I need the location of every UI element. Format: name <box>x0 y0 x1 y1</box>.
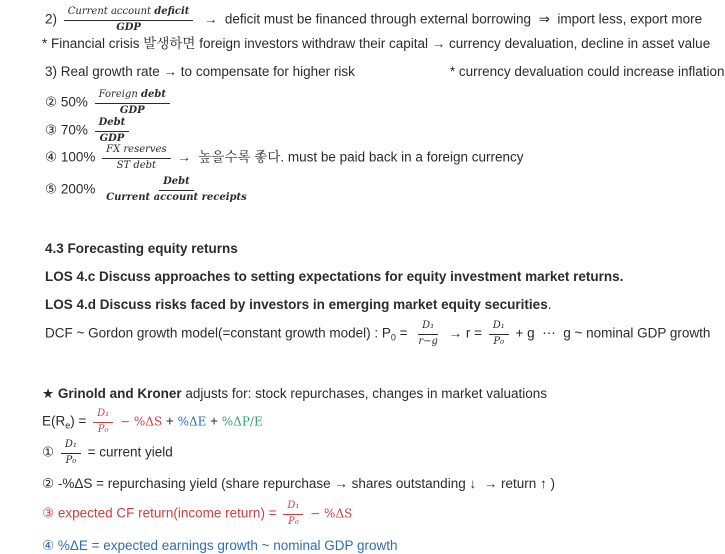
text-segment: − %ΔS <box>306 506 353 521</box>
text-segment: DCF ~ Gordon growth model(=constant growth model) : P <box>45 325 391 341</box>
fraction <box>64 6 194 34</box>
text-segment: − %ΔS <box>116 414 163 429</box>
text-segment: P₀ <box>65 454 77 466</box>
text-segment: D₁ <box>287 500 300 511</box>
text-segment: ④ 100% <box>45 149 100 165</box>
fraction-denominator <box>116 104 149 118</box>
text-segment: %ΔE <box>177 414 207 429</box>
fraction <box>102 176 251 204</box>
fraction <box>414 320 442 348</box>
fraction-denominator <box>94 423 113 437</box>
text-segment: E(R <box>42 413 66 429</box>
text-segment: FX reserves <box>106 144 167 155</box>
line-ratio-fx-reserves <box>45 144 523 172</box>
line-grinold-kroner <box>42 386 547 402</box>
text-segment: ③ expected CF return(income return) = <box>42 505 281 521</box>
text-segment: ① <box>42 444 58 460</box>
text-segment: ST debt <box>116 159 157 171</box>
text-segment: LOS 4.c Discuss approaches to setting expectations for equity investment market returns. <box>45 268 624 284</box>
fraction-denominator <box>284 515 303 529</box>
fraction-numerator <box>95 117 130 132</box>
line-los-4d <box>45 297 551 313</box>
text-segment: Foreign <box>98 89 141 100</box>
fraction-denominator <box>113 159 160 173</box>
line-current-yield <box>42 439 173 467</box>
text-segment: . <box>547 296 552 312</box>
text-segment: Grinold and Kroner <box>57 385 182 401</box>
line-real-growth-rate <box>45 64 725 80</box>
text-segment: D₁ <box>64 439 77 450</box>
text-segment: → 높을수록 좋다. must be paid back in a foreign currency <box>173 149 524 165</box>
text-segment: %ΔP/E <box>221 414 263 429</box>
fraction-numerator <box>159 176 194 191</box>
fraction-denominator <box>102 191 251 205</box>
fraction-denominator <box>489 335 508 349</box>
text-segment: 3) Real growth rate → to compensate for higher risk <box>45 63 355 79</box>
fraction <box>489 320 509 348</box>
text-segment: 4.3 Forecasting equity returns <box>45 240 238 256</box>
text-segment: ② -%ΔS = repurchasing yield (share repurchase → shares outstanding ↓ → return ↑ ) <box>42 475 555 491</box>
line-clipped-bottom <box>42 538 398 554</box>
heading-forecasting-equity-returns <box>45 241 238 257</box>
text-segment: D₁ <box>422 320 435 331</box>
text-segment: P₀ <box>493 335 505 347</box>
text-segment: Current account <box>67 6 155 17</box>
text-segment: = current yield <box>83 444 173 460</box>
line-los-4c <box>45 269 623 285</box>
text-segment: Debt <box>163 176 190 187</box>
fraction <box>95 89 170 117</box>
text-segment: LOS 4.d Discuss risks faced by investors in emerging market equity securities <box>45 296 548 312</box>
text-segment: Debt <box>98 117 126 128</box>
text-segment: + <box>206 413 222 429</box>
text-segment: ) = <box>70 413 91 429</box>
line-financial-crisis-note <box>42 36 710 52</box>
fraction-numerator <box>102 144 170 159</box>
text-segment: 0 <box>390 332 396 343</box>
text-segment: 2) <box>45 11 61 27</box>
text-segment: deficit <box>154 6 190 17</box>
fraction-numerator <box>93 408 113 423</box>
fraction-denominator <box>112 21 145 35</box>
text-segment: r−g <box>418 335 438 347</box>
text-segment: D₁ <box>97 408 110 419</box>
text-segment: = <box>395 325 412 341</box>
text-segment: → r = <box>444 325 486 341</box>
text-segment: + g ⋯ g ~ nominal GDP growth <box>511 325 711 341</box>
fraction-numerator <box>95 89 170 104</box>
line-ratio-debt-gdp <box>45 117 132 145</box>
fraction-denominator <box>96 132 129 146</box>
text-segment: GDP <box>119 104 145 116</box>
text-segment: D₁ <box>492 320 505 331</box>
line-ratio-foreign-debt-gdp <box>45 89 173 117</box>
line-ratio-debt-receipts <box>45 176 254 204</box>
text-segment: * currency devaluation could increase inflation <box>449 63 725 79</box>
fraction-numerator <box>418 320 438 335</box>
line-dcf-gordon-growth <box>45 320 710 348</box>
text-segment: ④ %ΔE = expected earnings growth ~ nominal GDP growth <box>42 537 398 553</box>
fraction <box>93 408 113 436</box>
text-segment: Current account receipts <box>106 191 247 203</box>
text-segment: ② 50% <box>45 94 92 110</box>
text-segment: e <box>65 420 71 431</box>
fraction-numerator <box>64 6 194 21</box>
line-expected-return-formula <box>42 408 263 436</box>
text-segment: GDP <box>116 21 141 33</box>
text-segment: → deficit must be financed through external borrowing ⇒ import less, export more <box>196 11 703 27</box>
fraction-numerator <box>61 439 81 454</box>
fraction <box>95 117 130 145</box>
text-segment: + <box>162 413 178 429</box>
fraction-numerator <box>283 500 303 515</box>
fraction-denominator <box>414 335 442 349</box>
text-segment: ⑤ 200% <box>45 181 100 197</box>
text-segment: P₀ <box>287 515 299 527</box>
text-segment: * Financial crisis 발생하면 foreign investors withdraw their capital → currency devaluation, decline in asset value <box>42 35 711 51</box>
text-segment: ★ <box>42 385 58 401</box>
fraction <box>283 500 303 528</box>
text-segment: GDP <box>99 132 125 144</box>
text-segment: P₀ <box>97 423 109 435</box>
line-repurchasing-yield <box>42 476 555 492</box>
fraction <box>61 439 81 467</box>
fraction <box>102 144 170 172</box>
text-segment: ③ 70% <box>45 122 92 138</box>
line-expected-cf-return <box>42 500 352 528</box>
text-segment: debt <box>140 89 166 100</box>
line-current-account-deficit <box>45 6 702 34</box>
fraction-numerator <box>489 320 509 335</box>
fraction-denominator <box>62 454 81 468</box>
text-segment: adjusts for: stock repurchases, changes in market valuations <box>181 385 548 401</box>
